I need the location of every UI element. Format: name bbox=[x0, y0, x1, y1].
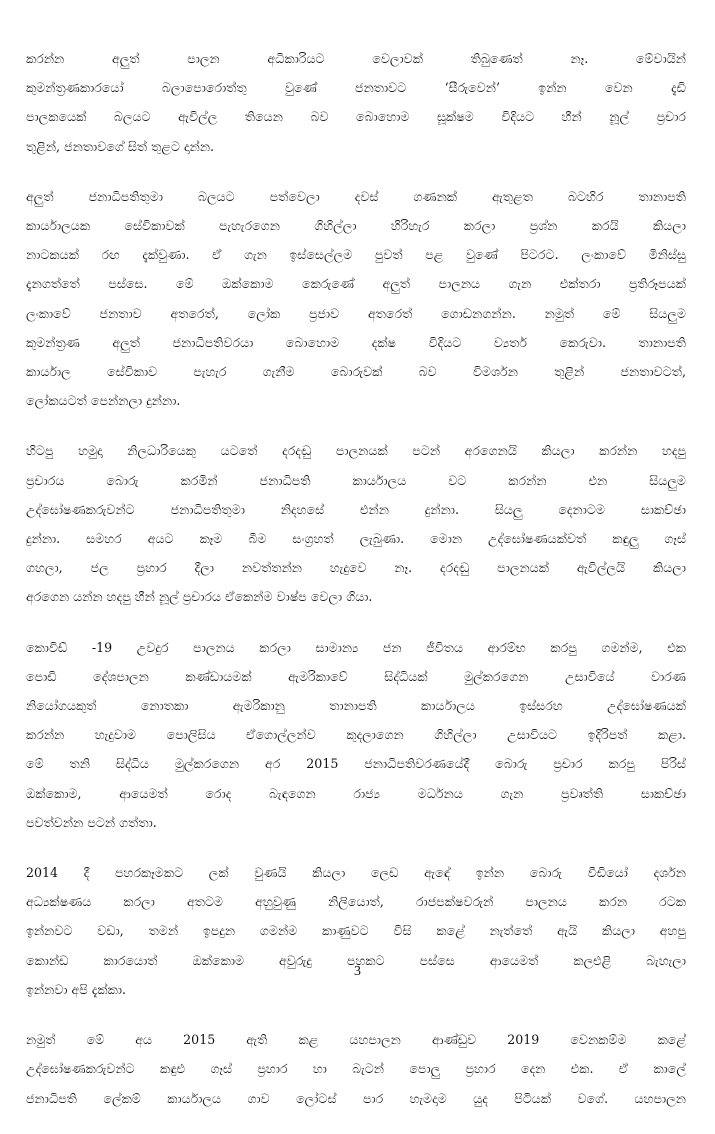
text-line: ජනාධිපති ලේකම් කාර්යාලය ගාව ලෝටස් පාර හැමදාම යුද පිටියක් වගේ. යහපාලන bbox=[26, 1090, 686, 1106]
text-line: කාර්යාල සේවිකාව පැහැර ගැනීම බොරුවක් බව විමර්ශන තුළින් ජනතාවටත්, bbox=[26, 364, 686, 380]
text-line: 2014 දී පහරකෑමකට ලක් වුණයි කියලා ලෙඩ ඇඳේ ඉන්න බොරු වීඩියෝ දර්ශන bbox=[26, 865, 686, 881]
text-line: ලෝකයටත් පෙන්නලා දුන්නා. bbox=[26, 393, 181, 409]
text-line: පාලකයෙක් බලයට ඇවිල්ල තියෙන බව බොහොම සූක්ෂම විදියට හීන් නූල් ප්‍රචාර bbox=[26, 109, 686, 125]
paragraph-1 bbox=[26, 44, 686, 161]
text-line: අලුත් ජනාධිපතිතුමා බලයට පත්වෙලා දවස් ගණනක් ඇතුළත බටහිර තානාපති bbox=[26, 188, 686, 204]
text-line: තුළින්, ජනතාවගේ සිත් තුළට දාන්න. bbox=[26, 138, 215, 154]
text-line: කරන්න අලුත් පාලන අධිකාරියට වෙලාවක් තිබුණෙත් නෑ. මේවායින් bbox=[26, 51, 686, 66]
paragraph-2 bbox=[26, 182, 686, 416]
text-line: හිටපු හමුදා නිලධාරියෙකු යටතේ දරදඬු පාලනයක් පටන් අරගෙනයි කියලා කරන්න හදපු bbox=[26, 443, 686, 459]
text-line: නමුත් මේ අය 2015 ඇති කළ යහපාලන ආණ්ඩුව 2019 වෙනකම්ම කළේ bbox=[26, 1032, 686, 1048]
text-line: අරගෙන යන්න හදපු හීන් නූල් ප්‍රචාරය ඒකෙන්ම වාෂ්ප වෙලා ගියා. bbox=[26, 589, 373, 605]
paragraph-4 bbox=[26, 633, 686, 837]
page-number: 3 bbox=[354, 964, 361, 979]
text-line: කුමන්ත්‍රණ අලුත් ජනාධිපතිවරයා බොහොම දක්ෂ විදියට ව්‍යර්ත කෙරුවා. තානාපති bbox=[26, 334, 686, 350]
text-line: ගහලා, ජල ප්‍රහාර දීලා නවත්තන්න හැදුවෙ නෑ. දරදඬු පාලනයක් ඇවිල්ලයි කියලා bbox=[26, 560, 686, 576]
text-line: උද්ඝෝෂණකරුවන්ට කඳුළු ගෑස් ප්‍රහාර හා බැටන් පොලු ප්‍රහාර දෙන එක. ඒ කාලේ bbox=[26, 1061, 686, 1077]
text-line: ඉන්නවට වඩා, තමන් ඉපදුන ගමන්ම කාණුවට විසි කළේ නැත්තේ ඇයි කියලා අහපු bbox=[26, 923, 686, 939]
paragraph-6 bbox=[26, 1025, 686, 1113]
text-line: දුන්නා. සමහර අයට කෑම බීම සංග්‍රහත් ලැබුණා. මොන උද්ඝෝෂණයක්වත් කඳුලු ගෑස් bbox=[26, 531, 686, 547]
text-line: පවත්වන්න පටන් ගත්තා. bbox=[26, 814, 157, 830]
paragraph-3 bbox=[26, 436, 686, 611]
text-line: කොන්ඩ කාරයොත් ඔක්කොම අවුරුදු පහකට පස්සෙ ආයෙමත් කලඑළි බැහැලා bbox=[26, 952, 686, 968]
text-line: ඉන්නවා අපි දැක්කා. bbox=[26, 981, 127, 997]
text-line: ලංකාවේ ජනතාව අතරෙත්, ලෝක ප්‍රජාව අතරෙත් ගොඩනගන්න. නමුත් මේ සියලුම bbox=[26, 305, 686, 321]
text-line: උද්ඝෝෂණකරුවන්ට ජනාධිපතිතුමා නිදහසේ එන්න දුන්නා. සියලු දෙනාටම සාකච්ඡා bbox=[26, 501, 686, 517]
text-line: කාර්යාලයක සේවිකාවක් පැහැරගෙන ගිහිල්ලා හිරිහැර කරලා ප්‍රශ්න කරයි කියලා bbox=[26, 218, 686, 234]
text-line: නියෝගයකුත් නොතකා ඇමරිකානු තානාපති කාර්යාලය ඉස්සරහ උද්ඝෝෂණයක් bbox=[26, 698, 686, 714]
text-line: කොවිඩ් -19 උවදුර පාලනය කරලා සාමාන්‍ය ජන ජීවිතය ආරම්භ කරපු ගමන්ම, එක bbox=[26, 639, 686, 655]
paragraph-5 bbox=[26, 858, 686, 1004]
text-line: අධ්‍යක්ෂණය කරලා අතටම අහුවුණු නිලියොත්, රාජපක්ෂවරුන් පාලනය කරන රටක bbox=[26, 894, 686, 910]
text-line: පොඩි දේශපාලන කණ්ඩායමක් ඇමරිකාවේ සිද්ධියක් මුල්කරගෙන උසාවියේ වාරණ bbox=[26, 668, 686, 684]
text-line: ඔක්කොම, ආයෙමත් රොද බැඳගෙන රාජ්‍ය මර්ධනය ගැන ප්‍රවෘත්ති සාකච්ඡා bbox=[26, 785, 686, 801]
text-line: ප්‍රචාරය බොරු කරමින් ජනාධිපති කාර්යාලය වට කරන්න එන සියලුම bbox=[26, 472, 686, 488]
text-line: මේ තනි සිද්ධිය මුල්කරගෙන අර 2015 ජනාධිපතිවරණයේදී බොරු ප්‍රචාර කරපු පිරිස් bbox=[26, 756, 686, 772]
text-line: කුමන්ත්‍රණකාරයෝ බලාපොරොත්තු වුණේ ජනතාවට ‘සීරුවෙන්’ ඉන්න වෙන දැඩි bbox=[26, 80, 686, 96]
text-line: නාටකයක් රඟ දැක්වුණා. ඒ ගැන ඉස්සෙල්ලම පුවත් පළ වුණේ පිටරට. ලංකාවේ මිනිස්සු bbox=[26, 247, 686, 263]
text-line: දැනගත්තේ පස්සෙ. මේ ඔක්කොම කෙරුණේ අලුත් පාලනය ගැන එක්තරා ප්‍රතිරූපයක් bbox=[26, 276, 686, 292]
text-line: කරන්න හැදුවාම පොලිසිය ඒගොල්ලන්ව කුදලාගෙන ගිහිල්ලා උසාවියට ඉදිරිපත් කළා. bbox=[26, 727, 686, 743]
